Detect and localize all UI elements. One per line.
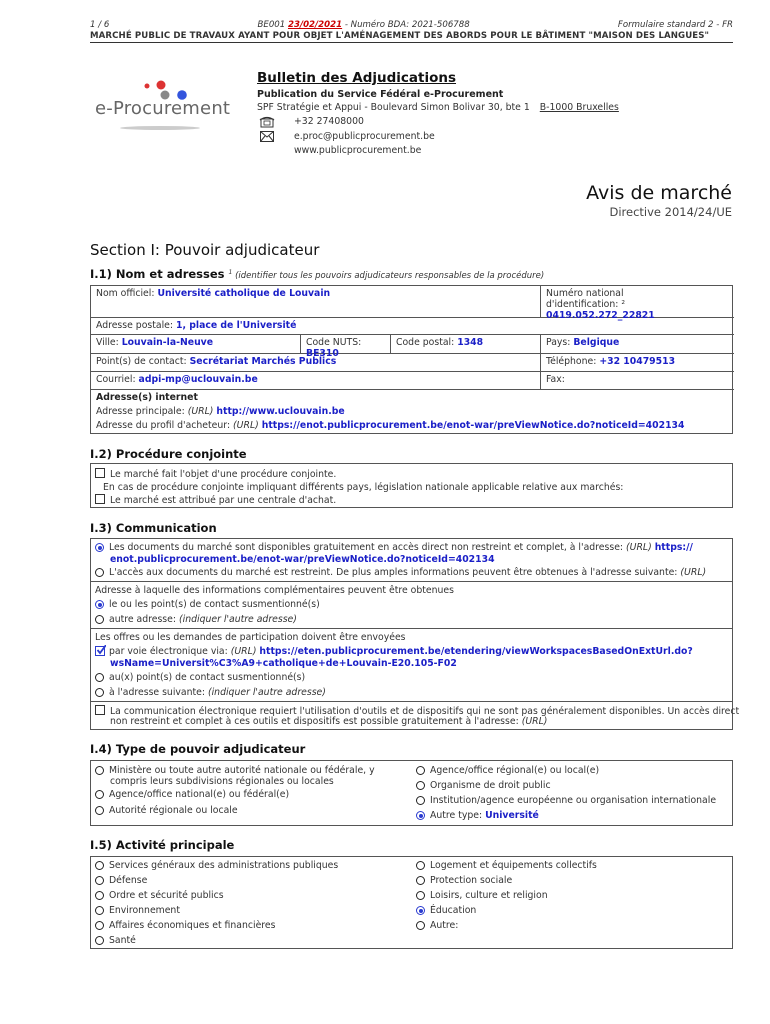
activity-security-option[interactable]: Ordre et sécurité publics xyxy=(95,890,224,901)
submission-electronic-option[interactable]: par voie électronique via: (URL) https://eten.publicprocurement.be/etendering/viewWorkspacesBasedOnExtUrl.do? xyxy=(95,646,693,657)
radio-selected[interactable] xyxy=(416,906,425,915)
radio[interactable] xyxy=(95,861,104,870)
internet-cell: Adresse(s) internet Adresse principale: (URL) http://www.uclouvain.be Adresse du profil d'acheteur: (URL) https://enot.publicprocurement.be/enot-war/preViewNotice.do?noticeId=402134 xyxy=(96,392,685,431)
contract-title: MARCHÉ PUBLIC DE TRAVAUX AYANT POUR OBJET L'AMÉNAGEMENT DES ABORDS POUR LE BÂTIMENT "MAISON DES LANGUES" xyxy=(90,31,733,43)
i2-heading: I.2) Procédure conjointe xyxy=(90,447,247,461)
page-number: 1 / 6 xyxy=(90,20,110,30)
info-address-title: Adresse à laquelle des informations complémentaires peuvent être obtenues xyxy=(95,585,454,596)
buyer-profile-url[interactable]: https://enot.publicprocurement.be/enot-war/preViewNotice.do?noticeId=402134 xyxy=(261,420,685,431)
checkbox[interactable] xyxy=(95,705,105,715)
radio[interactable] xyxy=(416,876,425,885)
bulletin-subtitle: Publication du Service Fédéral e-Procurement xyxy=(257,89,504,100)
page-header xyxy=(90,20,733,43)
publisher-city: B-1000 Bruxelles xyxy=(539,102,619,113)
publisher-email-row xyxy=(257,130,727,143)
postal-address: 1, place de l'Université xyxy=(175,320,297,331)
electronic-tools-option[interactable]: La communication électronique requiert l'utilisation d'outils et de dispositifs qui ne sont pas généralement disponibles. Un accès direct xyxy=(95,705,739,717)
submission-contact-option[interactable]: au(x) point(s) de contact susmentionné(s) xyxy=(95,672,305,683)
type-regional-agency-option[interactable]: Agence/office régional(e) ou local(e) xyxy=(416,765,599,776)
activity-housing-option[interactable]: Logement et équipements collectifs xyxy=(416,860,597,871)
submission-url[interactable]: wsName=Universit%C3%A9+catholique+de+Louvain-E20.105-F02 xyxy=(110,658,457,669)
radio[interactable] xyxy=(95,766,104,775)
activity-leisure-option[interactable]: Loisirs, culture et religion xyxy=(416,890,548,901)
publication-date: 23/02/2021 xyxy=(287,20,343,30)
official-name-cell: Nom officiel: Université catholique de Louvain xyxy=(91,286,541,318)
submission-title: Les offres ou les demandes de participation doivent être envoyées xyxy=(95,632,406,643)
docs-url[interactable]: enot.publicprocurement.be/enot-war/preViewNotice.do?noticeId=402134 xyxy=(110,554,495,565)
notice-title-block xyxy=(586,182,732,219)
i2-box xyxy=(90,463,733,508)
type-other-option[interactable]: Autre type: Université xyxy=(416,810,539,821)
zip-cell: Code postal: 1348 xyxy=(391,335,541,354)
i3-box xyxy=(90,538,740,730)
radio[interactable] xyxy=(416,781,425,790)
radio[interactable] xyxy=(95,688,104,697)
radio[interactable] xyxy=(95,615,104,624)
logo-dot-red-large xyxy=(157,81,166,90)
radio[interactable] xyxy=(416,766,425,775)
activity-environment-option[interactable]: Environnement xyxy=(95,905,180,916)
type-european-option[interactable]: Institution/agence européenne ou organisation internationale xyxy=(416,795,716,806)
radio[interactable] xyxy=(416,796,425,805)
city: Louvain-la-Neuve xyxy=(121,337,214,348)
radio-selected[interactable] xyxy=(95,600,104,609)
zip-code: 1348 xyxy=(457,337,484,348)
activity-education-option[interactable]: Éducation xyxy=(416,905,476,916)
type-national-agency-option[interactable]: Agence/office national(e) ou fédéral(e) xyxy=(95,789,289,800)
phone-cell: Téléphone: +32 10479513 xyxy=(541,354,734,372)
radio-selected[interactable] xyxy=(416,811,425,820)
checkbox-checked[interactable] xyxy=(95,646,105,656)
joint-procurement-note: En cas de procédure conjointe impliquant différents pays, législation nationale applicable relative aux marchés: xyxy=(103,482,624,493)
radio[interactable] xyxy=(95,891,104,900)
other-type-value: Université xyxy=(485,810,539,821)
type-ministry-cont: compris leurs subdivisions régionales ou locales xyxy=(110,776,334,787)
phone-icon xyxy=(257,115,277,128)
publisher-phone: +32 27408000 xyxy=(294,116,364,127)
info-contact-option[interactable]: le ou les point(s) de contact susmentionné(s) xyxy=(95,599,320,610)
activity-defence-option[interactable]: Défense xyxy=(95,875,147,886)
type-regional-authority-option[interactable]: Autorité régionale ou locale xyxy=(95,805,238,816)
email-cell: Courriel: adpi-mp@uclouvain.be xyxy=(91,372,541,390)
radio[interactable] xyxy=(416,921,425,930)
type-ministry-option[interactable]: Ministère ou toute autre autorité nationale ou fédérale, y xyxy=(95,765,375,776)
publisher-web-row xyxy=(257,145,727,156)
radio-selected[interactable] xyxy=(95,543,104,552)
notice-directive: Directive 2014/24/UE xyxy=(609,205,732,219)
i5-heading: I.5) Activité principale xyxy=(90,838,235,852)
i4-box xyxy=(90,760,733,826)
country-cell: Pays: Belgique xyxy=(541,335,734,354)
i3-heading: I.3) Communication xyxy=(90,521,217,535)
activity-other-option[interactable]: Autre: xyxy=(416,920,458,931)
i5-box xyxy=(90,856,733,949)
publisher-address: SPF Stratégie et Appui - Boulevard Simon Bolivar 30, bte 1 B-1000 Bruxelles xyxy=(257,102,619,113)
form-type: Formulaire standard 2 - FR xyxy=(617,20,733,30)
logo-dot-red xyxy=(145,84,150,89)
bulletin-title: Bulletin des Adjudications xyxy=(257,70,457,86)
nuts-cell: Code NUTS: BE310 xyxy=(301,335,391,354)
envelope-icon xyxy=(257,130,277,143)
publisher-email[interactable]: e.proc@publicprocurement.be xyxy=(294,131,435,142)
i4-heading: I.4) Type de pouvoir adjudicateur xyxy=(90,742,306,756)
activity-social-option[interactable]: Protection sociale xyxy=(416,875,512,886)
i1-table xyxy=(90,285,733,434)
radio[interactable] xyxy=(416,891,425,900)
main-url[interactable]: http://www.uclouvain.be xyxy=(216,406,345,417)
activity-health-option[interactable]: Santé xyxy=(95,935,136,946)
contact-point: Secrétariat Marchés Publics xyxy=(189,356,337,367)
reference: BE001 23/02/2021 - Numéro BDA: 2021-506788 xyxy=(257,20,470,30)
radio[interactable] xyxy=(416,861,425,870)
info-other-option[interactable]: autre adresse: (indiquer l'autre adresse) xyxy=(95,614,297,625)
docs-free-option[interactable]: Les documents du marché sont disponibles gratuitement en accès direct non restreint et complet, à l'adresse: (URL) https:// xyxy=(95,542,693,553)
i1-heading: I.1) Nom et adresses $^1$ (identifier tous les pouvoirs adjudicateurs responsables de la procédure) xyxy=(90,267,545,281)
submission-address-option[interactable]: à l'adresse suivante: (indiquer l'autre adresse) xyxy=(95,687,326,698)
central-purchasing-option[interactable]: Le marché est attribué par une centrale d'achat. xyxy=(95,494,336,506)
electronic-tools-note: non restreint et complet à ces outils et dispositifs est possible gratuitement à l'adresse: (URL) xyxy=(110,716,548,727)
postal-address-cell: Adresse postale: 1, place de l'Université xyxy=(91,318,734,335)
publisher-block xyxy=(257,70,727,156)
docs-restricted-option[interactable]: L'accès aux documents du marché est restreint. De plus amples informations peuvent être obtenues à l'adresse suivante: (URL) xyxy=(95,567,706,578)
logo-text: e-Procurement xyxy=(95,98,231,119)
activity-economic-option[interactable]: Affaires économiques et financières xyxy=(95,920,276,931)
notice-title: Avis de marché xyxy=(586,182,732,204)
publisher-web[interactable]: www.publicprocurement.be xyxy=(294,145,422,156)
radio[interactable] xyxy=(95,906,104,915)
contact-phone: +32 10479513 xyxy=(599,356,676,367)
country: Belgique xyxy=(573,337,620,348)
contact-email[interactable]: adpi-mp@uclouvain.be xyxy=(138,374,258,385)
radio[interactable] xyxy=(95,673,104,682)
radio[interactable] xyxy=(95,806,104,815)
publisher-phone-row xyxy=(257,115,727,128)
radio[interactable] xyxy=(95,936,104,945)
city-cell: Ville: Louvain-la-Neuve xyxy=(91,335,301,354)
radio[interactable] xyxy=(95,790,104,799)
checkbox[interactable] xyxy=(95,468,105,478)
activity-general-option[interactable]: Services généraux des administrations publiques xyxy=(95,860,338,871)
joint-procurement-option[interactable]: Le marché fait l'objet d'une procédure conjointe. xyxy=(95,468,336,480)
national-id-cell: Numéro national d'identification: ² 0419.052.272_22821 xyxy=(541,286,734,318)
nuts-code: BE310 xyxy=(306,348,339,359)
official-name: Université catholique de Louvain xyxy=(157,288,331,299)
national-id: 0419.052.272_22821 xyxy=(546,310,655,321)
contact-cell: Point(s) de contact: Secrétariat Marchés Publics xyxy=(91,354,541,372)
radio[interactable] xyxy=(95,568,104,577)
fax-cell: Fax: xyxy=(541,372,734,390)
radio[interactable] xyxy=(95,921,104,930)
type-public-law-option[interactable]: Organisme de droit public xyxy=(416,780,551,791)
section-title: Section I: Pouvoir adjudicateur xyxy=(90,241,320,259)
logo-shadow xyxy=(120,126,200,130)
checkbox[interactable] xyxy=(95,494,105,504)
radio[interactable] xyxy=(95,876,104,885)
